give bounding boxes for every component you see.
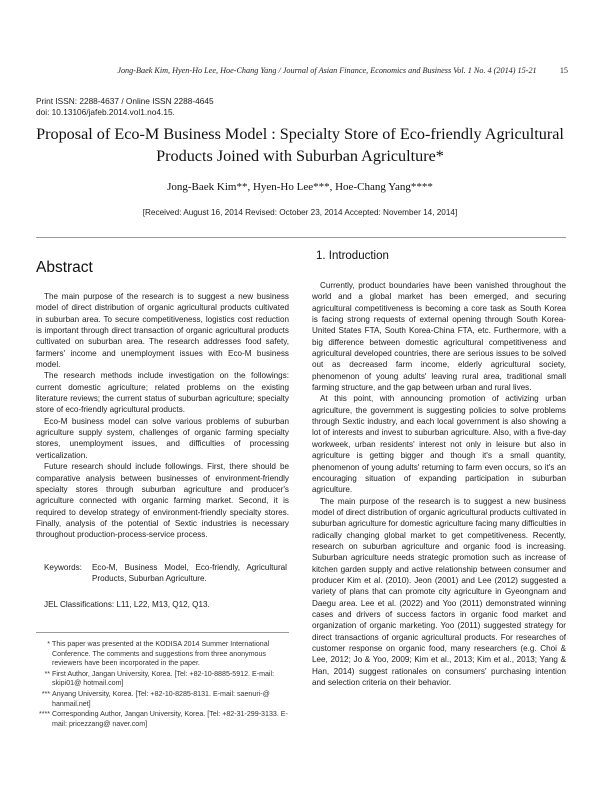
submission-dates: [Received: August 16, 2014 Revised: October 23, 2014 Accepted: November 14, 2014] xyxy=(142,208,458,217)
introduction-heading: 1. Introduction xyxy=(316,250,389,262)
keywords-text: Eco-M, Business Model, Eco-friendly, Agricultural Products, Suburban Agriculture. xyxy=(92,563,287,584)
abstract-paragraph: Eco-M business model can solve various problems of suburban agriculture supply system, challenges of organic farming specialty stores, unemployment issues, and difficulties of processing verticalization. xyxy=(36,416,289,460)
footnote-text: First Author, Jangan University, Korea. [Tel: +82-10-8885-5912. E-mail: skipi01@ hotmail.com] xyxy=(52,669,275,688)
paper-title-line-2: Products Joined with Suburban Agriculture* xyxy=(156,146,444,165)
keywords-block xyxy=(36,562,289,585)
paper-title-line-1: Proposal of Eco-M Business Model : Specialty Store of Eco-friendly Agricultural xyxy=(36,125,564,143)
page-number: 15 xyxy=(559,66,568,75)
footnote xyxy=(36,710,289,729)
abstract-body xyxy=(36,291,289,541)
abstract-heading: Abstract xyxy=(36,259,93,276)
jel-label: JEL Classifications: xyxy=(44,600,115,609)
header-divider xyxy=(36,237,566,238)
footnote-mark: *** xyxy=(41,689,50,698)
footnote-text: Corresponding Author, Jangan University, Korea. [Tel: +82-31-299-3133. E-mail: pricezzang@ naver.com] xyxy=(52,710,288,728)
introduction-paragraph: Currently, product boundaries have been vanished throughout the world and a global market has been emerged, and securing agricultural competitiveness is becoming a core task as South Korea is facing strong requests of external opening through South Korea-United States FTA, South Korea-China FTA, etc. Furthermore, with a big difference between domestic agricultural competitiveness and agricultural developed countries, there are serious issues to be solved out as decreased farm income, elderly agricultural society, phenomenon of young adults' leaving rural area, traditional small farming structure, and the gap between urban and rural lives. xyxy=(312,281,566,393)
footnote-mark: ** xyxy=(44,669,50,678)
footnote xyxy=(36,690,289,709)
footnote-mark: * xyxy=(47,640,50,648)
footnote xyxy=(36,640,289,669)
introduction-paragraph: At this point, with announcing promotion of activizing urban agriculture, the government is suggesting policies to solve problems through Sextic industry, and each local government is also showing a lot of interests and invest to suburban agriculture. Also, with a five-day workweek, urban residents' interest not only in leisure but also in agriculture is getting bigger and though it's a small quantity, phenomenon of young adults' returning to farm even occurs, so it's an encouraging situation of expanding participation in suburban agriculture. xyxy=(312,394,566,495)
running-head-citation: Jong-Baek Kim, Hyen-Ho Lee, Hoe-Chang Yang / Journal of Asian Finance, Economics and Business Vol. 1 No. 4 (2014) 15-21 xyxy=(117,66,537,75)
doi-line: doi: 10.13106/jafeb.2014.vol1.no4.15. xyxy=(36,106,175,117)
introduction-paragraph: The main purpose of the research is to suggest a new business model of direct distribution of organic agricultural products cultivated in suburban agriculture for domestic agriculture facing many difficulties in radically changing global market to get competitiveness. Recently, research on suburban agriculture and organic food is increasing. Suburban agriculture needs strategic promotion such as increase of kitchen garden supply and active relationship between consumer and producer Kim et al. (2010). Jeon (2001) and Lee (2012) suggested a variety of plans that can promote city agriculture in Gyeongnam and Daegu area. Lee et al. (2022) and Yoo (2011) demonstrated winning cases and drivers of success factors in organic food market and organization of organic marketing. Yoo (2011) suggested strategy for direct transactions of organic agricultural products. For researches of customer response on organic food, many researchers (e.g. Choi & Lee, 2012; Jo & Yoo, 2009; Kim et al., 2013; Kim et al., 2013; Yang & Han, 2014) suggest rationales on consumers' purchasing intention and selection criteria on their behavior. xyxy=(312,496,566,688)
footnote-divider xyxy=(36,632,289,633)
keywords-label: Keywords: xyxy=(44,563,82,572)
paper-title xyxy=(30,124,570,167)
issn-line: Print ISSN: 2288-4637 / Online ISSN 2288-4645 xyxy=(36,96,214,106)
introduction-body xyxy=(312,280,566,688)
footnote-text: Anyang University, Korea. [Tel: +82-10-8285-8131. E-mail: saenuri-@ hanmail.net] xyxy=(52,689,270,708)
footnote-text: This paper was presented at the KODISA 2014 Summer International Conference. The comments and suggestions from three anonymous reviewers have been incorporated in the paper. xyxy=(52,640,270,668)
footnote xyxy=(36,670,289,689)
abstract-paragraph: The main purpose of the research is to suggest a new business model of direct distribution of organic agricultural products cultivated in suburban area. To secure competitiveness, logistics cost reduction is important through direct transaction of organic agricultural products cultivated on suburban area. The research addresses food safety, farmers' income and unemployment issues with Eco-M business model. xyxy=(36,292,289,370)
abstract-paragraph: Future research should include followings. First, there should be comparative analysis between businesses of environment-friendly specialty stores through suburban agriculture and producer's agriculture connected with organic farming market. Second, it is required to develop strategy of environment-friendly specialty stores. Finally, analysis of the potential of Sextic industries is necessary throughout production-process-service process. xyxy=(36,462,289,540)
issn-block xyxy=(36,96,214,117)
footnotes xyxy=(36,640,289,730)
jel-block xyxy=(44,600,210,609)
footnote-mark: **** xyxy=(38,710,50,719)
jel-codes: L11, L22, M13, Q12, Q13. xyxy=(116,600,210,609)
author-list: Jong-Baek Kim**, Hyen-Ho Lee***, Hoe-Chang Yang**** xyxy=(167,181,433,193)
abstract-paragraph: The research methods include investigation on the followings: current domestic agriculture; related problems on the existing literature reviews; the current status of suburban agriculture; specialty store of eco-friendly agricultural products. xyxy=(36,371,289,415)
